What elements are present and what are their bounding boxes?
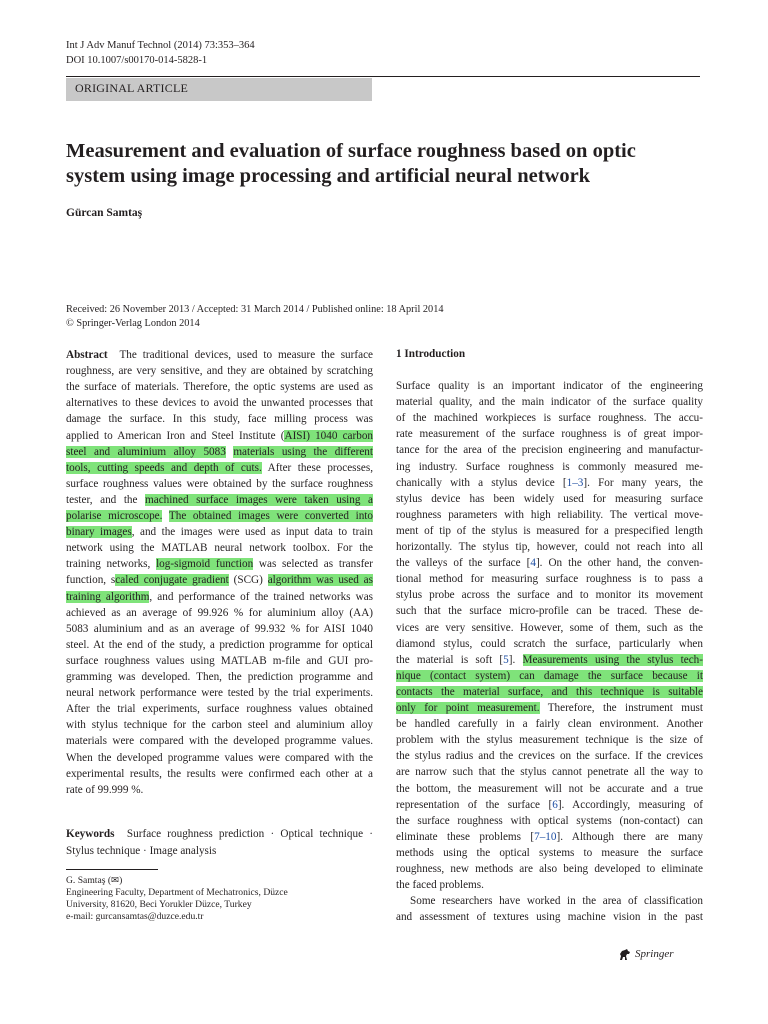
abstract-line: training networks, log-sigmoid function was selected as transfer xyxy=(66,558,373,571)
highlighted-text: log-sigmoid function xyxy=(156,558,254,571)
abstract-line: function, scaled conjugate gradient (SCG) algorithm was used as xyxy=(66,574,373,587)
highlighted-text: only for point measurement. xyxy=(396,702,540,714)
abstract-line: with stylus technique for the carbon steel and aluminium alloy xyxy=(66,719,373,732)
affiliation-line: G. Samtaş (✉) xyxy=(66,875,123,886)
keywords-text-2: Stylus technique · Image analysis xyxy=(66,845,217,857)
header-rule xyxy=(66,76,700,77)
abstract-line: binary images, and the images were used as input data to train xyxy=(66,526,373,539)
abstract-heading: Abstract xyxy=(66,349,108,361)
abstract-line: network using the MATLAB neural network toolbox. For the xyxy=(66,542,373,555)
paper-title xyxy=(66,139,706,189)
abstract-line: Abstract The traditional devices, used to measure the surface xyxy=(66,349,373,361)
introduction-line: representation of the surface [6]. Accordingly, measuring of xyxy=(396,798,704,811)
abstract-line: 5083 aluminium and as an average of 99.932 % for AISI 1040 xyxy=(66,622,373,635)
abstract-line: materials were compared with the developed programme values. xyxy=(66,735,373,748)
journal-citation: Int J Adv Manuf Technol (2014) 73:353–364 xyxy=(66,40,255,51)
introduction-line: ing industry. Surface roughness is commonly measured me- xyxy=(396,460,703,473)
introduction-line: such that the surface micro-profile can be traced. These de- xyxy=(396,605,703,618)
abstract-line: When the developed programme values were compared with the xyxy=(66,751,373,764)
springer-horse-logo xyxy=(618,948,632,962)
highlighted-text: polarise microscope. xyxy=(66,510,163,522)
abstract-line: tools, cutting speeds and depth of cuts. After these processes, xyxy=(66,461,373,474)
introduction-line: stylus device has been widely used for measuring surface xyxy=(396,492,703,505)
introduction-line: rate measurement of the surface roughness is of great impor- xyxy=(396,428,703,441)
introduction-line: eliminate these problems [7–10]. Although there are many xyxy=(396,830,703,843)
affiliation-block xyxy=(66,875,288,923)
highlighted-text: steel and aluminium alloy 5083 xyxy=(66,445,226,458)
introduction-line: the valleys of the surface [4]. On the other hand, the conven- xyxy=(396,557,703,570)
abstract-line xyxy=(66,444,373,460)
affiliation-rule xyxy=(66,869,158,870)
introduction-line xyxy=(396,668,703,684)
abstract-line: gramming was developed. Then, the prediction programme and xyxy=(66,671,373,683)
abstract-line xyxy=(66,508,373,524)
keywords-line-1 xyxy=(66,826,373,843)
introduction-line: are narrow such that the stylus cannot penetrate all the way to xyxy=(396,766,703,779)
introduction-line: ment of tip of the stylus is measured for a prespecified length xyxy=(396,524,703,537)
citation-link[interactable]: 4 xyxy=(530,557,536,570)
introduction-line: be handled carefully in a fairly clean environment. Another xyxy=(396,718,703,731)
abstract-line: rate of 99.999 %. xyxy=(66,783,144,796)
highlighted-text: caled conjugate gradient xyxy=(115,574,229,587)
citation-link[interactable]: 5 xyxy=(503,653,509,666)
article-type-banner xyxy=(66,78,372,101)
highlighted-text: nique (contact system) can damage the surface because it xyxy=(396,669,703,682)
introduction-line: the material is soft [5]. Measurements using the stylus tech- xyxy=(396,653,703,666)
title-line-2: system using image processing and artificial neural network xyxy=(66,165,591,187)
introduction-line: horizontally. The stylus tip, however, could not reach into all xyxy=(396,541,703,553)
highlighted-text: contacts the material surface, and this technique is suitable xyxy=(396,685,703,698)
highlighted-text: materials using the different xyxy=(233,445,374,458)
highlighted-text: Measurements using the stylus tech- xyxy=(522,653,703,666)
introduction-line: tance for the area of the precision engineering and manufactur- xyxy=(396,444,703,457)
introduction-line: vices are very sensitive. However, some of them, such as the xyxy=(396,621,703,634)
keywords-section xyxy=(66,826,373,860)
abstract-line: damage the surface. In this study, face milling process was xyxy=(66,413,373,426)
introduction-heading: 1 Introduction xyxy=(396,348,466,360)
title-line-1: Measurement and evaluation of surface roughness based on optic xyxy=(66,140,636,162)
doi-line: DOI 10.1007/s00170-014-5828-1 xyxy=(66,55,208,66)
citation-link[interactable]: 1–3 xyxy=(566,476,584,489)
keywords-text-1: Surface roughness prediction · Optical technique · xyxy=(126,828,373,840)
introduction-line: stylus probe across the surface and to monitor its movement xyxy=(396,589,703,602)
highlighted-text: binary images xyxy=(66,526,132,539)
introduction-line: chanically with a stylus device [1–3]. For many years, the xyxy=(396,476,703,489)
introduction-line: tional method for measuring surface roughness is to pass a xyxy=(396,573,703,586)
highlighted-text: machined surface images were taken using a xyxy=(145,493,373,506)
abstract-line: the surface of materials. Therefore, the optic systems are used as xyxy=(66,381,373,394)
introduction-line: and assessment of textures using machine vision in the past xyxy=(396,911,703,924)
abstract-line: surface roughness values using MATLAB m-file and GUI pro- xyxy=(66,654,373,667)
publisher-name: Springer xyxy=(635,948,674,960)
introduction-line: Some researchers have worked in the area of classification xyxy=(410,895,703,908)
introduction-line: roughness, new methods are also being developed to eliminate xyxy=(396,863,703,875)
abstract-line: neural network performance were tested by the trial experiments. xyxy=(66,687,373,700)
introduction-line: diamond stylus, could scratch the surface, particularly when xyxy=(396,637,703,650)
publication-dates: Received: 26 November 2013 / Accepted: 31 March 2014 / Published online: 18 April 2014 xyxy=(66,304,444,315)
abstract-line: surface roughness values were obtained by the surface roughness xyxy=(66,477,373,490)
introduction-line: problem with the stylus measurement technique is the size of xyxy=(396,734,703,747)
introduction-line: material quality, and the main indicator of the surface quality xyxy=(396,396,703,409)
abstract-line: alternatives to these devices to avoid the unwanted processes that xyxy=(66,397,373,410)
highlighted-text: AISI) 1040 carbon xyxy=(284,429,374,442)
abstract-line: steel. At the end of the study, a prediction programme for optical xyxy=(66,638,373,651)
highlighted-text: The obtained images were converted into xyxy=(168,510,373,522)
affiliation-line: Engineering Faculty, Department of Mechatronics, Düzce xyxy=(66,887,288,898)
abstract-line: roughness, are very sensitive, and they are obtained by scratching xyxy=(66,365,373,378)
highlighted-text: tools, cutting speeds and depth of cuts. xyxy=(66,461,262,474)
keywords-heading: Keywords xyxy=(66,828,115,840)
citation-link[interactable]: 7–10 xyxy=(534,830,557,843)
highlighted-text: algorithm was used as xyxy=(267,574,373,587)
affiliation-line: University, 81620, Beci Yorukler Düzce, Turkey xyxy=(66,899,252,910)
introduction-line: the surface roughness with optical systems (non-contact) can xyxy=(396,814,703,827)
abstract-line: experimental results, the results were confirmed each other at a xyxy=(66,767,373,780)
introduction-line: roughness parameters with high reliability. The vertical move- xyxy=(396,508,703,521)
introduction-line: of the machined workpieces is surface roughness. The accu- xyxy=(396,412,703,425)
highlighted-text: training algorithm xyxy=(66,590,150,603)
introduction-line: Surface quality is an important indicator of the engineering xyxy=(396,380,703,392)
introduction-line: the faced problems. xyxy=(396,879,484,892)
citation-link[interactable]: 6 xyxy=(552,798,558,811)
author-name: Gürcan Samtaş xyxy=(66,207,143,219)
abstract-line: achieved as an average of 99.926 % for aluminium alloy (AA) xyxy=(66,606,373,619)
introduction-line: only for point measurement. Therefore, the instrument must xyxy=(396,702,704,714)
introduction-line xyxy=(396,684,703,700)
abstract-line: applied to American Iron and Steel Institute (AISI) 1040 carbon xyxy=(66,429,374,442)
affiliation-line: e-mail: gurcansamtas@duzce.edu.tr xyxy=(66,911,204,922)
abstract-line: tester, and the machined surface images were taken using a xyxy=(66,493,373,506)
introduction-line: the stylus radius and the crevices on the surface. If the crevices xyxy=(396,750,703,763)
abstract-line: training algorithm, and performance of the trained networks was xyxy=(66,590,374,603)
introduction-line: methods using the optical systems to measure the surface xyxy=(396,846,703,859)
introduction-line: the bottom, the measurement will not be accurate and a true xyxy=(396,782,703,795)
article-type-label: ORIGINAL ARTICLE xyxy=(75,81,189,95)
abstract-line: After the trial experiments, surface roughness values obtained xyxy=(66,703,373,716)
copyright-line: © Springer-Verlag London 2014 xyxy=(66,318,200,329)
